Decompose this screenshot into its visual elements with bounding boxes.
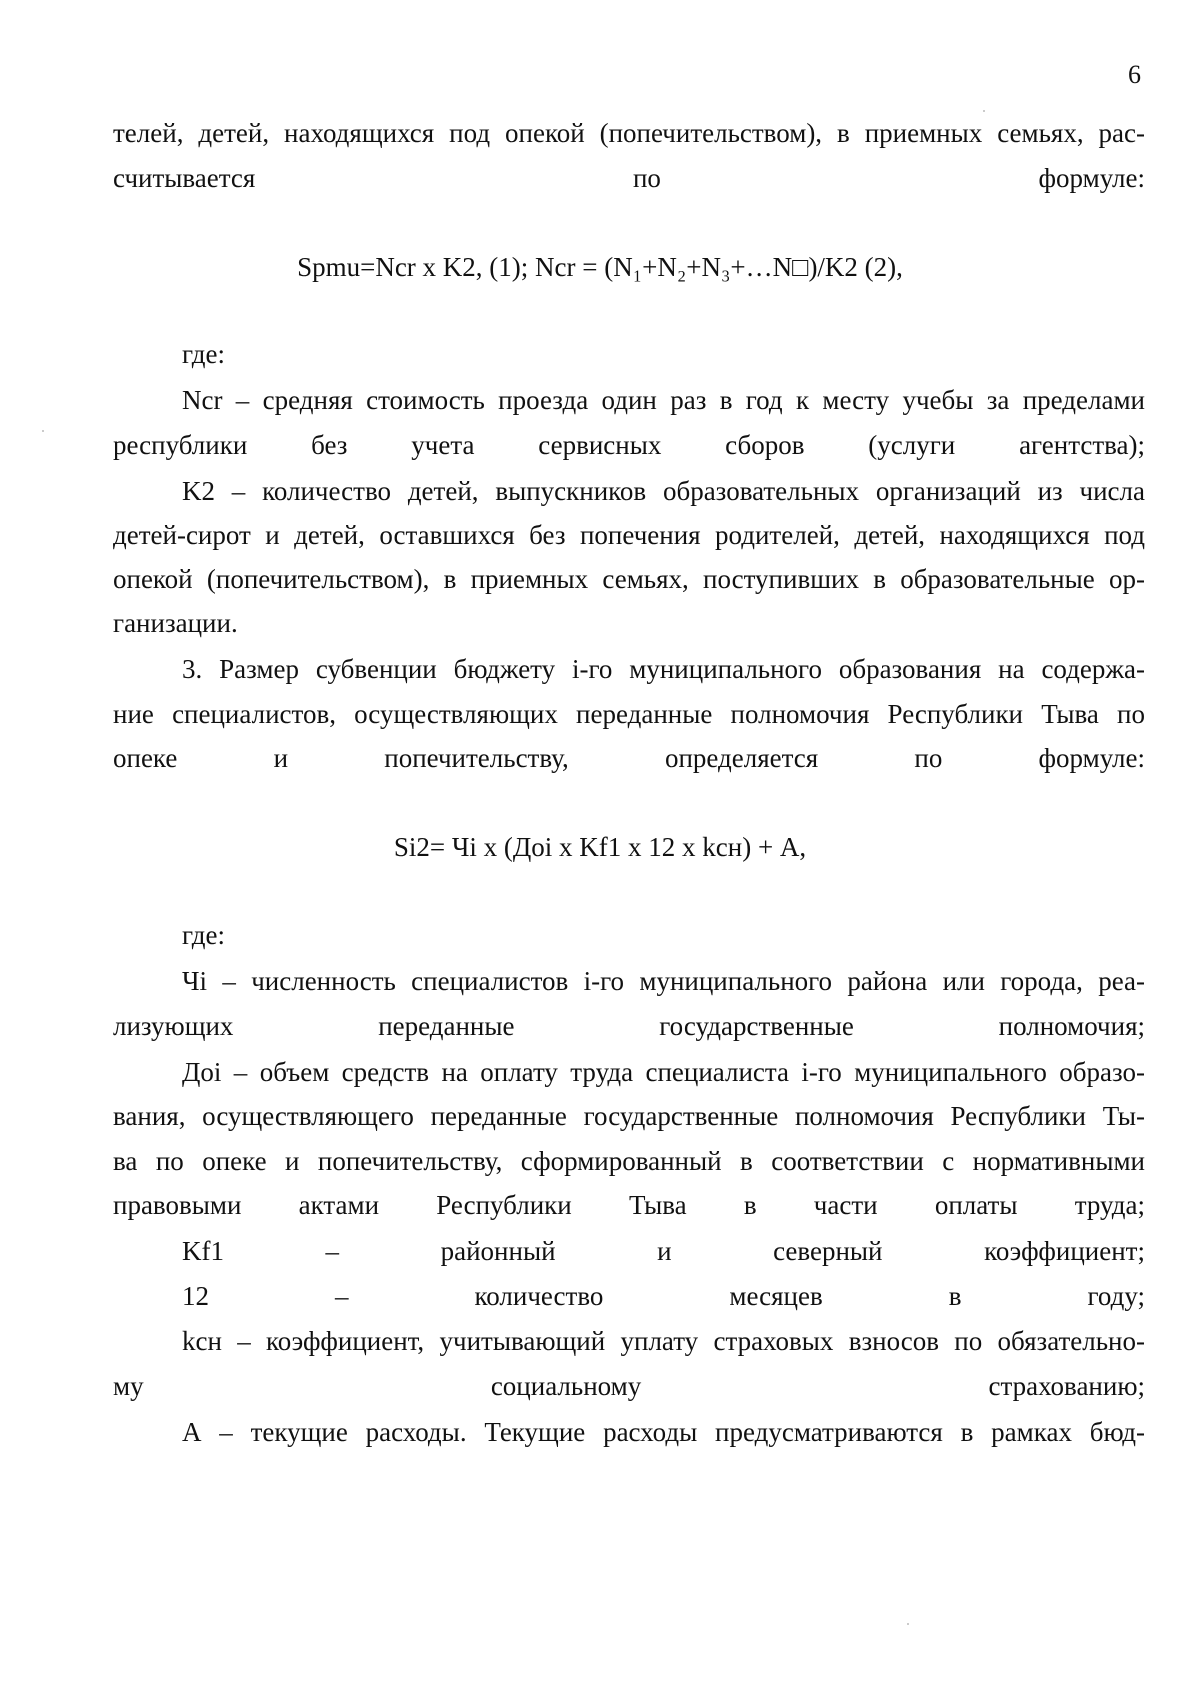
scan-speck: [907, 1623, 909, 1625]
paragraph-3-line: ние специалистов, осуществляющих переданные полномочия Республики Тыва по: [113, 699, 1145, 729]
definition-doi-line: правовыми актами Республики Тыва в части оплаты труда;: [113, 1190, 1145, 1220]
where-label: где:: [182, 920, 225, 950]
definition-k2-line: детей-сирот и детей, оставшихся без попечения родителей, детей, находящихся под: [113, 520, 1145, 550]
definition-k2-line: опекой (попечительством), в приемных семьях, поступивших в образовательные ор-: [113, 564, 1145, 594]
formula-1: Spmu=Ncr x K2, (1); Ncr = (N₁+N₂+N₃+…N□)/K2 (2),: [297, 252, 903, 282]
definition-doi-line: Доi – объем средств на оплату труда специалиста i-го муниципального образо-: [182, 1057, 1145, 1087]
definition-chi-line: Чi – численность специалистов i-го муниципального района или города, реа-: [182, 966, 1145, 996]
definition-kf1: Kf1 – районный и северный коэффициент;: [182, 1236, 1145, 1266]
definition-kch-line: kсн – коэффициент, учитывающий уплату страховых взносов по обязательно-: [182, 1326, 1145, 1356]
formula-2: Si2= Чi x (Доi x Kf1 x 12 x kсн) + А,: [393, 832, 807, 862]
definition-12: 12 – количество месяцев в году;: [182, 1281, 1145, 1311]
paragraph-line: телей, детей, находящихся под опекой (попечительством), в приемных семьях, рас-: [113, 118, 1145, 148]
definition-ncr-line: Ncr – средняя стоимость проезда один раз в год к месту учебы за пределами: [182, 385, 1145, 415]
definition-a-line: А – текущие расходы. Текущие расходы предусматриваются в рамках бюд-: [182, 1417, 1145, 1447]
where-label: где:: [182, 339, 225, 369]
definition-k2-line: K2 – количество детей, выпускников образовательных организаций из числа: [182, 476, 1145, 506]
page-number: 6: [1128, 60, 1141, 89]
definition-chi-line: лизующих переданные государственные полномочия;: [113, 1011, 1145, 1041]
paragraph-line: считывается по формуле:: [113, 163, 1145, 193]
definition-doi-line: вания, осуществляющего переданные государственные полномочия Республики Ты-: [113, 1101, 1145, 1131]
paragraph-3-line: 3. Размер субвенции бюджету i-го муниципального образования на содержа-: [182, 654, 1145, 684]
scan-speck: [42, 430, 44, 432]
definition-ncr-line: республики без учета сервисных сборов (услуги агентства);: [113, 430, 1145, 460]
definition-doi-line: ва по опеке и попечительству, сформированный в соответствии с нормативными: [113, 1146, 1145, 1176]
definition-kch-line: му социальному страхованию;: [113, 1371, 1145, 1401]
scan-speck: [983, 110, 985, 112]
definition-k2-line: ганизации.: [113, 608, 238, 638]
paragraph-3-line: опеке и попечительству, определяется по формуле:: [113, 743, 1145, 773]
